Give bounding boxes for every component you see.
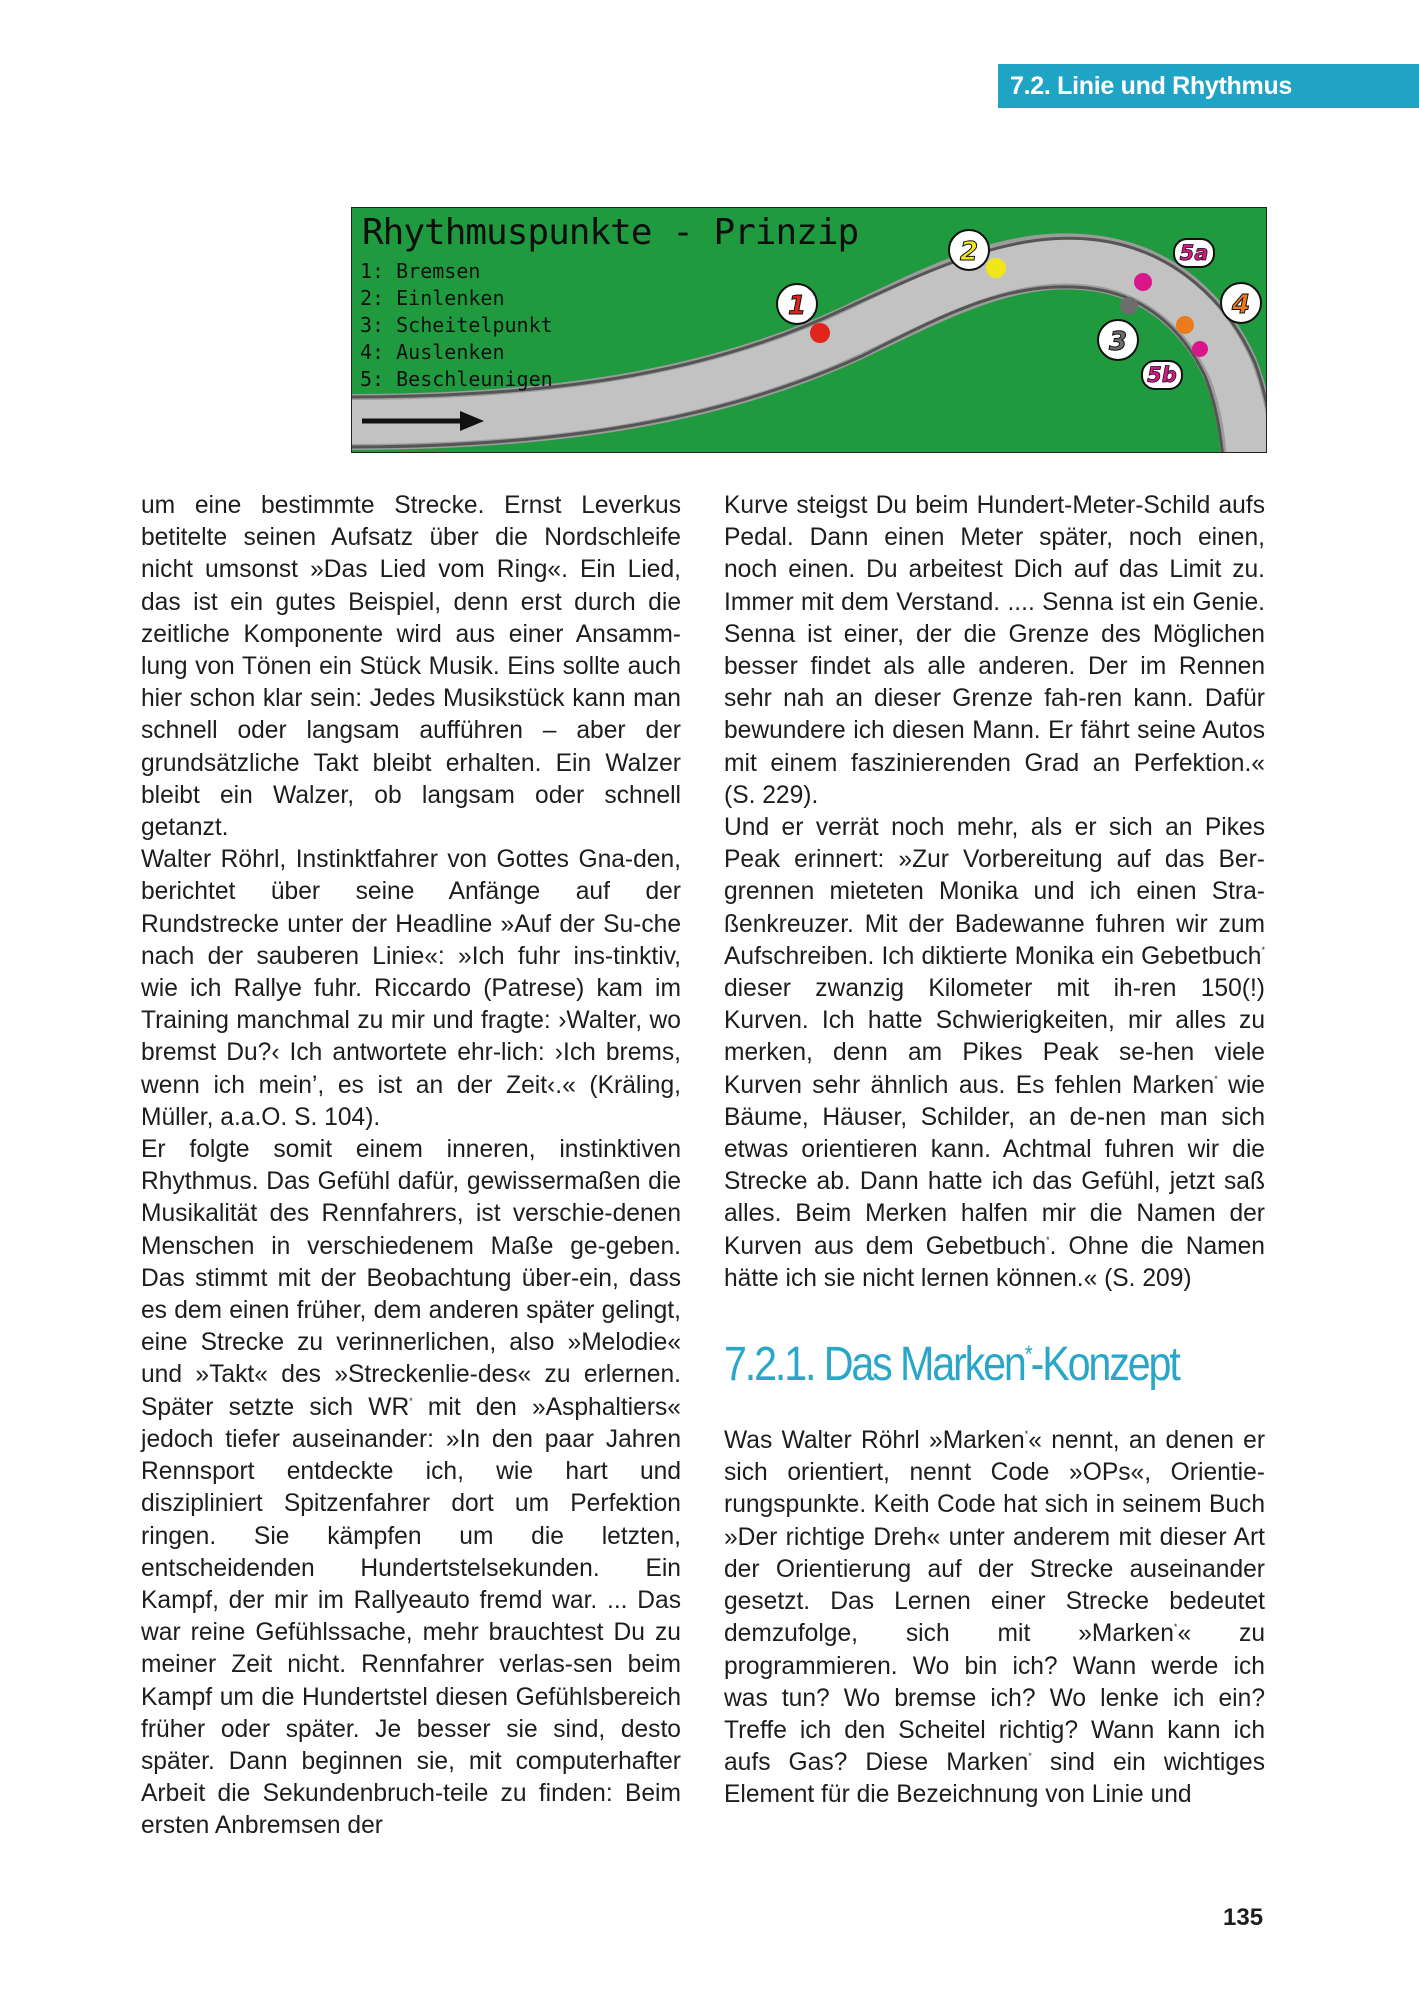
point-dot-2 bbox=[986, 258, 1006, 278]
footnote-star: * bbox=[1028, 1751, 1032, 1762]
body-paragraph: Kurve steigst Du beim Hundert-Meter-Schild aufs Pedal. Dann einen Meter später, noch einen, noch einen. Du arbeitest Dich auf das Limit zu. Immer mit dem Verstand. .... Senna ist ein Genie. Senna ist einer, der die Grenze des Möglichen besser findet als alle anderen. Der im Rennen sehr nah an dieser Grenze fah-ren kann. Dafür bewundere ich diesen Mann. Er fährt seine Autos mit einem faszinierenden Grad an Perfektion.« (S. 229). bbox=[724, 492, 1265, 809]
footnote-star: * bbox=[1261, 944, 1265, 955]
svg-text:5b: 5b bbox=[1147, 363, 1177, 387]
marker-badge-3 bbox=[1098, 320, 1138, 360]
left-text-column bbox=[141, 490, 681, 1843]
marker-badge-2 bbox=[949, 230, 989, 270]
section-subheading: 7.2.1. Das Marken*-Konzept bbox=[724, 1338, 1179, 1392]
marker-badge-4 bbox=[1221, 283, 1261, 323]
point-dot-4 bbox=[1176, 316, 1194, 334]
footnote-star: * bbox=[1214, 1073, 1218, 1084]
diagram-step: 1: Bremsen bbox=[360, 259, 481, 283]
svg-text:4: 4 bbox=[1231, 290, 1251, 320]
point-dot-5b bbox=[1192, 341, 1208, 357]
page-number: 135 bbox=[1223, 1904, 1264, 1931]
marker-badge-1 bbox=[777, 284, 817, 324]
point-dot-5a bbox=[1134, 273, 1152, 291]
body-paragraph: um eine bestimmte Strecke. Ernst Leverkus betitelte seinen Aufsatz über die Nordschleife nicht umsonst »Das Lied vom Ring«. Ein Lied, das ist ein gutes Beispiel, denn erst durch die zeitliche Komponente wird aus einer Ansamm-lung von Tönen ein Stück Musik. Eins sollte auch hier schon klar sein: Jedes Musikstück kann man schnell oder langsam aufführen – aber der grundsätzliche Takt bleibt erhalten. Ein Walzer bleibt ein Walzer, ob langsam oder schnell getanzt. bbox=[141, 492, 681, 842]
svg-text:3: 3 bbox=[1108, 327, 1128, 357]
point-dot-3 bbox=[1120, 297, 1138, 315]
body-paragraph: Was Walter Röhrl »Marken*« nennt, an denen er sich orientiert, nennt Code »OPs«, Orientie-rungspunkte. Keith Code hat sich in seinem Buch »Der richtige Dreh« unter anderem mit dieser Art der Orientierung auf der Strecke auseinander gesetzt. Das Lernen einer Strecke bedeutet demzufolge, sich mit »Marken*« zu programmieren. Wo bin ich? Wann werde ich was tun? Wo bremse ich? Wo lenke ich ein? Treffe ich den Scheitel richtig? Wann kann ich aufs Gas? Diese Marken* sind ein wichtiges Element für die Bezeichnung von Linie und bbox=[724, 1427, 1266, 1809]
rhythm-points-diagram bbox=[351, 207, 1267, 453]
diagram-step: 3: Scheitelpunkt bbox=[360, 313, 553, 337]
footnote-star: * bbox=[1024, 1429, 1029, 1440]
footnote-star: * bbox=[409, 1395, 413, 1406]
diagram-title: Rhythmuspunkte - Prinzip bbox=[362, 212, 859, 253]
diagram-step: 4: Auslenken bbox=[360, 340, 505, 364]
body-paragraph: Und er verrät noch mehr, als er sich an Pikes Peak erinnert: »Zur Vorbereitung auf das Ber-grennen mieteten Monika und ich einen Stra-ßenkreuzer. Mit der Badewanne fuhren wir zum Aufschreiben. Ich diktierte Monika ein Gebetbuch* dieser zwanzig Kilometer mit ih-ren 150(!) Kurven. Ich hatte Schwierigkeiten, mir alles zu merken, denn am Pikes Peak se-hen viele Kurven sehr ähnlich aus. Es fehlen Marken* wie Bäume, Häuser, Schilder, an de-nen man sich etwas orientieren kann. Achtmal fuhren wir die Strecke ab. Dann hatte ich das Gefühl, jetzt saß alles. Beim Merken halfen mir die Namen der Kurven aus dem Gebetbuch*. Ohne die Namen hätte ich sie nicht lernen können.« (S. 209) bbox=[724, 814, 1265, 1292]
svg-text:2: 2 bbox=[959, 237, 979, 267]
footnote-star: * bbox=[1173, 1622, 1178, 1633]
diagram-step: 5: Beschleunigen bbox=[360, 367, 553, 391]
diagram-steps-list bbox=[360, 258, 553, 393]
footnote-star: * bbox=[1046, 1234, 1050, 1245]
svg-text:5a: 5a bbox=[1179, 241, 1209, 265]
svg-text:1: 1 bbox=[787, 291, 807, 321]
marker-badge-5a bbox=[1174, 239, 1214, 267]
point-dot-1 bbox=[810, 323, 830, 343]
section-header-tab: 7.2. Linie und Rhythmus bbox=[998, 64, 1419, 108]
diagram-step: 2: Einlenken bbox=[360, 286, 505, 310]
body-paragraph: Walter Röhrl, Instinktfahrer von Gottes Gna-den, berichtet über seine Anfänge auf der Rundstrecke unter der Headline »Auf der Su-che nach der sauberen Linie«: »Ich fuhr ins-tinktiv, wie ich Rallye fuhr. Riccardo (Patrese) kam im Training manchmal zu mir und fragte: ›Walter, wo bremst Du?‹ Ich antwortete ehr-lich: ›Ich brems, wenn ich mein’, es ist an der Zeit‹.« (Kräling, Müller, a.a.O. S. 104). bbox=[141, 846, 681, 1131]
right-text-column bbox=[724, 490, 1265, 1812]
marker-badge-5b bbox=[1142, 361, 1182, 389]
body-paragraph: Er folgte somit einem inneren, instinktiven Rhythmus. Das Gefühl dafür, gewissermaßen die Musikalität des Rennfahrers, ist verschie-denen Menschen in verschiedenem Maße ge-geben. Das stimmt mit der Beobachtung über-ein, dass es dem einen früher, dem anderen später gelingt, eine Strecke zu verinnerlichen, also »Melodie« und »Takt« des »Streckenlie-des« zu erlernen. Später setzte sich WR* mit den »Asphaltiers« jedoch tiefer auseinander: »In den paar Jahren Rennsport entdeckte ich, wie hart und diszipliniert Spitzenfahrer dort um Perfektion ringen. Sie kämpfen um die letzten, entscheidenden Hundertstelsekunden. Ein Kampf, der mir im Rallyeauto fremd war. ... Das war reine Gefühlssache, mehr brauchtest Du zu meiner Zeit nicht. Rennfahrer verlas-sen beim Kampf um die Hundertstel diesen Gefühlsbereich früher oder später. Je besser sie sind, desto später. Dann beginnen sie, mit computerhafter Arbeit die Sekundenbruch-teile zu finden: Beim ersten Anbremsen der bbox=[141, 1136, 681, 1840]
